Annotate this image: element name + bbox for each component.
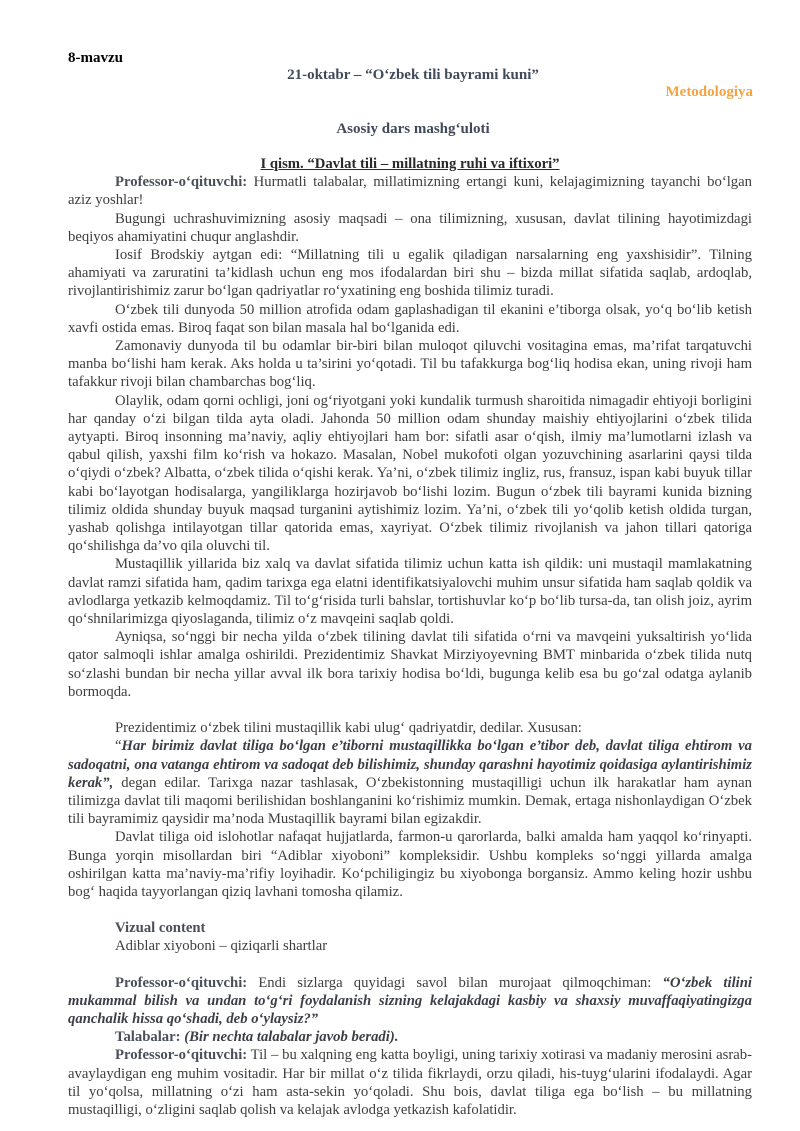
paragraph: Zamonaviy dunyoda til bu odamlar bir-biri bilan muloqot qiluvchi vositagina emas, ma’rifat tarqatuvchi manba bo‘lishi ham kerak. Aks holda u ta’sirini yo‘qotadi. Til bu tafakkurga bog‘liq hodisa ekan, uning rivoji ham tafakkur rivoji bilan chambarchas bog‘liq. (68, 338, 752, 391)
paragraph (68, 1046, 752, 1119)
paragraph: Ayniqsa, so‘nggi bir necha yilda o‘zbek tilining davlat tili sifatida o‘rni va mavqeini yuksaltirish yo‘lida qator salmoqli ishlar amalga oshirildi. Prezidentimiz Shavkat Mirziyoyevning BMT minbarida o‘zbek tilida nutq so‘zlashi bundan bir necha yillar avval ilk bora tarixiy hodisa bo‘ldi, bugunga kelib esa bu go‘zal odatga aylanib bormoqda. (68, 629, 752, 700)
topic-label: 8-mavzu (68, 50, 123, 66)
section-tag: Metodologiya (665, 84, 753, 100)
paragraph: Bugungi uchrashuvimizning asosiy maqsadi – ona tilimizning, xususan, davlat tilining hayotimizdagi beqiyos ahamiyatini chuqur anglashdir. (68, 210, 752, 245)
spacer (68, 701, 752, 719)
quote-mark: “ (115, 738, 122, 755)
paragraph-text: Hurmatli talabalar, millatimizning ertangi kuni, kelajagimizning tayanchi bo‘lgan aziz yoshlar! (68, 174, 752, 209)
speaker-label: Professor-o‘qituvchi: (115, 1047, 248, 1064)
paragraph: O‘zbek tili dunyoda 50 million atrofida odam gaplashadigan til ekanini e’tiborga olsak, yo‘q bo‘lib ketish xavfi ostida emas. Biroq faqat son bilan masala hal bo‘lganida edi. (68, 301, 752, 336)
president-quote: Har birimiz davlat tiliga bo‘lgan e’tiborni mustaqillikka bo‘lgan e’tibor deb, davlat tiliga ehtirom va sadoqatni, ona vatanga ehtirom va sadoqat deb bilishimiz, shunday qarashni hayotimiz qoidasiga aylantirishimiz kerak”, (68, 738, 752, 791)
speaker-label: Professor-o‘qituvchi: (115, 974, 248, 991)
speaker-label: Professor-o‘qituvchi: (115, 174, 248, 191)
spacer (68, 956, 752, 974)
paragraph (68, 1028, 752, 1046)
paragraph (68, 974, 752, 1029)
paragraph (68, 173, 752, 209)
paragraph: Olaylik, odam qorni ochligi, joni og‘riyotgani yoki kundalik turmush sharoitida nimagadir ehtiyoji borligini har qanday o‘zi bilgan tilda ayta oladi. Jahonda 50 million odam shunday maishiy ehtiyojlarini o‘zbek tilida aytyapti. Biroq insonning ma’naviy, aqliy ehtiyojlari ham bor: sifatli asar o‘qish, ilmiy ma’lumotlarni izlash va qabul qilish, yaxshi film ko‘rish va hokazo. Masalan, Nobel mukofoti olgan yozuvchining asarlarini qaysi tilda o‘qiydi o‘zbek? Albatta, o‘zbek tilida o‘qishi kerak. Ya’ni, o‘zbek tilimiz ingliz, rus, fransuz, ispan kabi buyuk tillar kabi bo‘layotgan hodisalarga, yangiliklarga hozirjavob bo‘lishi lozim. Bugun o‘zbek tili bayrami kunida bizning tilimiz oldida shunday buyuk maqsad turganini aytishimiz lozim. Ya’ni, o‘zbek tili yo‘qolib ketish oldida turgan, yashab qolishga intilayotgan tillar qatorida emas, xayriyat. O‘zbek tilimiz rivojlanish va jahon tillari qatoriga qo‘shilishga da’vo qila oluvchi til. (68, 392, 752, 555)
paragraph: Davlat tiliga oid islohotlar nafaqat hujjatlarda, farmon-u qarorlarda, balki amalda ham yaqqol ko‘rinyapti. Bunga yorqin misollardan biri “Adiblar xiyoboni” kompleksidir. Ushbu kompleks so‘nggi yillarda amalga oshirilgan katta ma’naviy-ma’rifiy loyihadir. Ko‘pchiligingiz bu xiyobonga borgansiz. Ammo keling hozir ushbu bog‘ haqida tayyorlangan qiziq lavhani tomosha qilamiz. (68, 829, 752, 900)
paragraph: Prezidentimiz o‘zbek tilini mustaqillik kabi ulug‘ qadriyatdir, dedilar. Xususan: (115, 720, 582, 737)
paragraph: Mustaqillik yillarida biz xalq va davlat sifatida tilimiz uchun katta ish qildik: uni mustaqil mamlakatning davlat ramzi sifatida ham, qadim tarixga ega elatni identifikatsiyalovchi muhim unsur sifatida ham saqlab qoldik va avlodlarga yetkazib kelmoqdamiz. Til to‘g‘risida turli bahslar, tortishuvlar ko‘p bo‘lib tursa-da, tan olish joiz, ayrim qo‘shnilarimizga qiyoslaganda, tilimiz o‘z mavqeini saqlab qoldi. (68, 556, 752, 628)
lesson-subtitle: Asosiy dars mashg‘uloti (336, 121, 490, 137)
part-title: I qism. “Davlat tili – millatning ruhi va iftixori” (260, 156, 560, 172)
question-quote: “O‘zbek tilini mukammal bilish va undan to‘g‘ri foydalanish sizning kelajakdagi kasbiy va shaxsiy muvaffaqiyatingizga qanchalik hissa qo‘shadi, deb o‘ylaysiz?” (68, 974, 752, 1027)
document-title: 21-oktabr – “O‘zbek tili bayrami kuni” (287, 67, 539, 83)
paragraph: Iosif Brodskiy aytgan edi: “Millatning tili u egalik qiladigan narsalarning eng yaxshisidir”. Tilning ahamiyati va zaruratini ta’kidlash uchun eng mos ifodalardan biri shu – bizda millat sifatida saqlab, ardoqlab, rivojlantirishimiz zarur bo‘lgan qadriyatlar ro‘yxatining eng boshida tilimiz turadi. (68, 247, 752, 300)
paragraph-text: degan edilar. Tarixga nazar tashlasak, O‘zbekistonning mustaqilligi uchun ilk harakatlar ham aynan tilimizga davlat tili maqomi berilishidan boshlanganini ko‘rishimiz mumkin. Demak, ertaga nishonlaydigan O‘zbek tili bayramimiz qaysidir ma’noda Mustaqillik bayrami bilan egizakdir. (68, 774, 752, 828)
paragraph-text: Endi sizlarga quyidagi savol bilan murojaat qilmoqchiman: (247, 974, 663, 991)
visual-content-text: Adiblar xiyoboni – qiziqarli shartlar (115, 938, 328, 955)
speaker-label: Talabalar: (115, 1029, 181, 1046)
paragraph-text: Til – bu xalqning eng katta boyligi, uning tarixiy xotirasi va madaniy merosini asrab-avaylaydigan eng muhim vositadir. Har bir millat o‘z tilida fikrlaydi, orzu qiladi, his-tuyg‘ularini ifodalaydi. Agar til yo‘qolsa, millatning o‘zi ham asta-sekin yo‘qoladi. Shu bois, davlat tiliga ega bo‘lish – bu millatning mustaqilligi, o‘zligini saqlab qolish va kelajak avlodga yetkazish kafolatidir. (68, 1047, 752, 1118)
spacer (68, 901, 752, 919)
paragraph (68, 737, 752, 828)
paragraph-text: (Bir nechta talabalar javob beradi). (180, 1029, 399, 1046)
document-body (68, 155, 752, 1119)
visual-content-label: Vizual content (115, 920, 206, 937)
